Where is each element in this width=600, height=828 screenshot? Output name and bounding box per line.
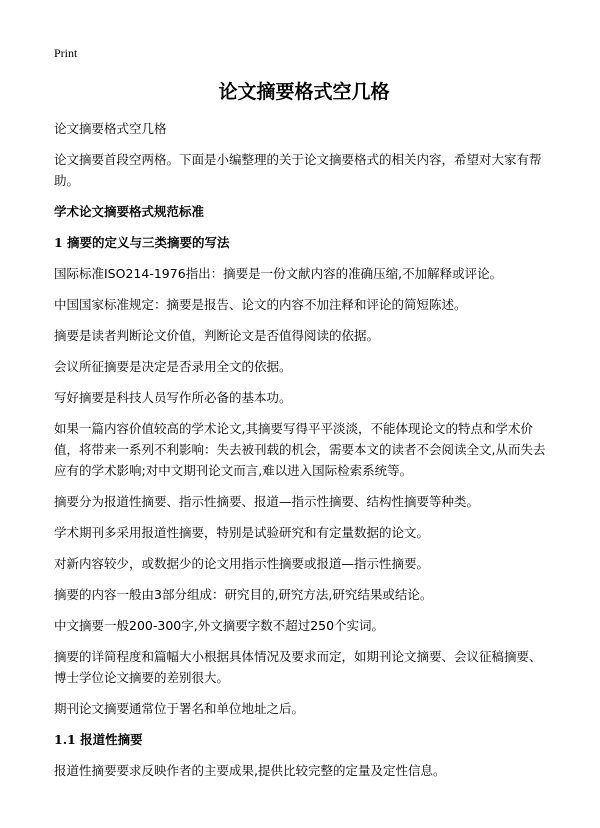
paragraph: 论文摘要格式空几格 — [54, 121, 167, 136]
paragraph: 学术期刊多采用报道性摘要，特别是试验研究和有定量数据的论文。 — [54, 525, 430, 540]
paragraph: 如果一篇内容价值较高的学术论文,其摘要写得平平淡淡，不能体现论文的特点和学术价值，将带来一系列不利影响：失去被刊载的机会，需要本文的读者不会阅读全文,从而失去应有的学术影响;对中文期刊论文而言,难以进入国际检索系统等。 — [54, 421, 546, 478]
paragraph: 论文摘要首段空两格。下面是小编整理的关于论文摘要格式的相关内容，希望对大家有帮助。 — [54, 152, 542, 188]
article-body — [54, 118, 546, 791]
paragraph: 中国国家标准规定：摘要是报告、论文的内容不加注释和评论的简短陈述。 — [54, 297, 467, 312]
paragraph: 期刊论文摘要通常位于署名和单位地址之后。 — [54, 701, 305, 716]
page-title: 论文摘要格式空几格 — [218, 81, 390, 103]
paragraph: 摘要的详简程度和篇幅大小根据具体情况及要求而定，如期刊论文摘要、会议征稿摘要、博士学位论文摘要的差别很大。 — [54, 649, 542, 685]
section-heading: 学术论文摘要格式规范标准 — [54, 204, 205, 219]
section-heading: 1 摘要的定义与三类摘要的写法 — [54, 235, 230, 250]
paragraph: 会议所征摘要是决定是否录用全文的依据。 — [54, 359, 292, 374]
section-heading: 1.1 报道性摘要 — [54, 732, 143, 747]
paragraph: 摘要分为报道性摘要、指示性摘要、报道—指示性摘要、结构性摘要等种类。 — [54, 494, 480, 509]
paragraph: 国际标准ISO214-1976指出：摘要是一份文献内容的准确压缩,不加解释或评论。 — [54, 266, 503, 281]
paragraph: 摘要的内容一般由3部分组成：研究目的,研究方法,研究结果或结论。 — [54, 587, 433, 602]
paragraph: 报道性摘要要求反映作者的主要成果,提供比较完整的定量及定性信息。 — [54, 763, 446, 778]
print-link[interactable]: Print — [54, 46, 78, 60]
paragraph: 摘要是读者判断论文价值，判断论文是否值得阅读的依据。 — [54, 328, 380, 343]
paragraph: 写好摘要是科技人员写作所必备的基本功。 — [54, 390, 292, 405]
paragraph: 对新内容较少，或数据少的论文用指示性摘要或报道—指示性摘要。 — [54, 556, 430, 571]
paragraph: 中文摘要一般200-300字,外文摘要字数不超过250个实词。 — [54, 618, 385, 633]
